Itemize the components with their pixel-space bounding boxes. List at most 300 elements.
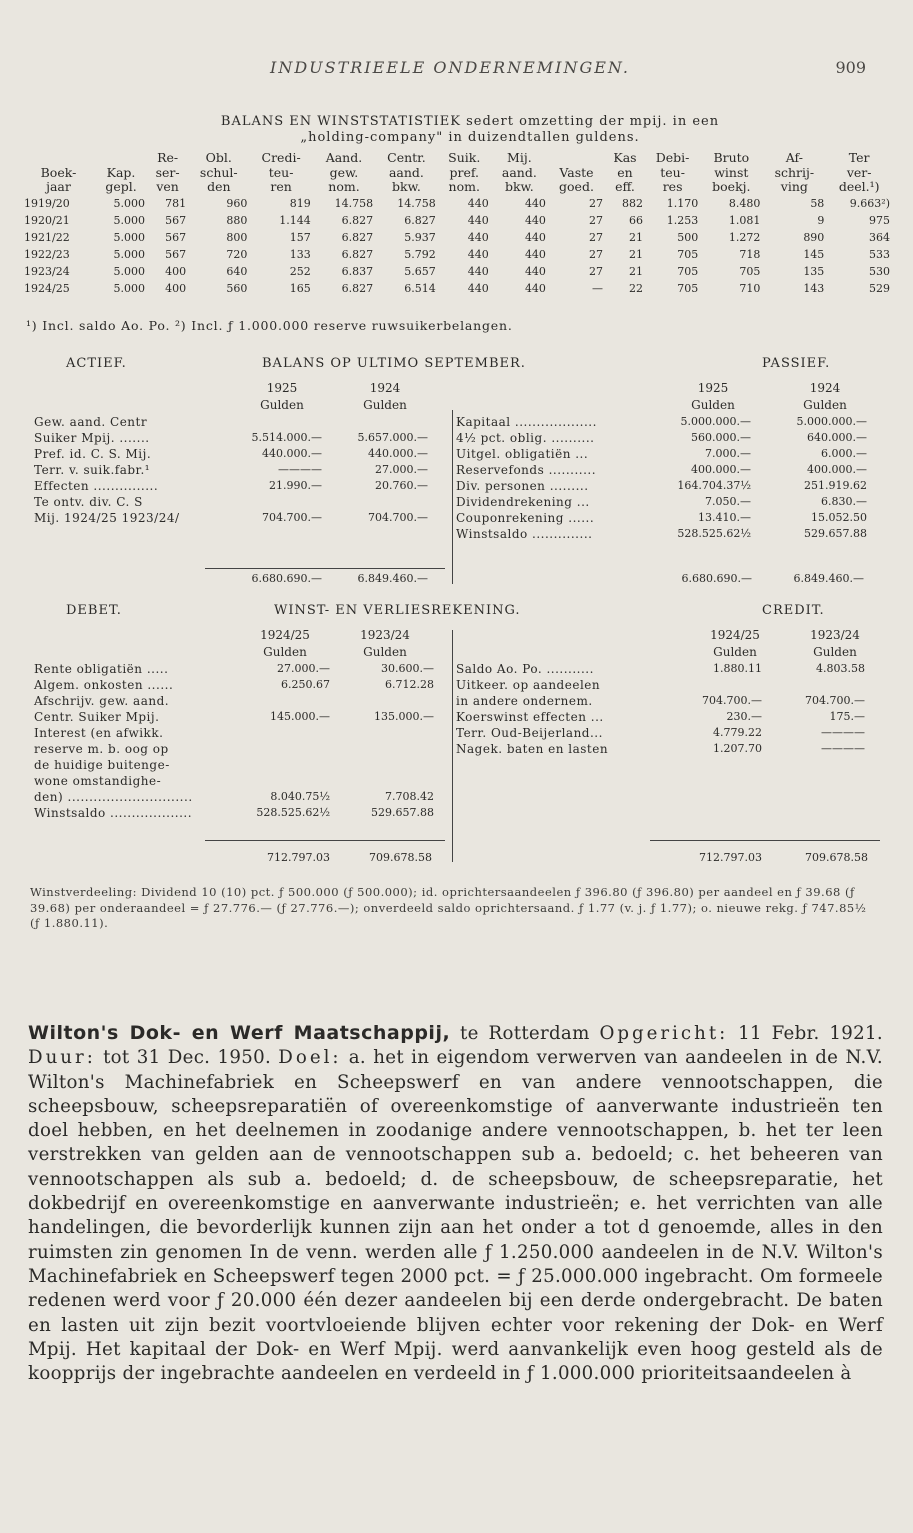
doel-label: Doel: <box>278 1047 342 1069</box>
statistics-cell: 440 <box>524 264 546 278</box>
credit-value-previous: ———— <box>821 726 865 739</box>
statistics-cell: 440 <box>524 230 546 244</box>
statistics-header-cell: Boek- <box>40 164 77 180</box>
winst-right-col1-header: 1924/25 Gulden <box>710 628 760 659</box>
debet-label: wone omstandighe- <box>34 774 162 788</box>
passief-label: Couponrekening ...... <box>456 511 595 525</box>
credit-value-current: 230.— <box>726 710 762 723</box>
statistics-cell: 5.000 <box>113 281 146 295</box>
statistics-footnote: ¹) Incl. saldo Ao. Po. ²) Incl. ƒ 1.000.000 reserve ruwsuikerbelangen. <box>26 318 513 333</box>
passief-label: Div. personen ......... <box>456 479 589 493</box>
winst-total-right-1: 712.797.03 <box>699 851 762 864</box>
statistics-cell: 133 <box>289 247 311 261</box>
statistics-cell: 5.000 <box>113 247 146 261</box>
statistics-row <box>22 280 892 297</box>
debet-row <box>34 773 444 789</box>
balans-total-right-2: 6.849.460.— <box>793 572 864 585</box>
passief-value-current: 400.000.— <box>691 463 751 476</box>
actief-row <box>34 462 444 478</box>
statistics-header-cell: Af- <box>785 150 803 165</box>
statistics-header-cell: Centr. <box>387 150 426 165</box>
statistics-row <box>22 229 892 246</box>
statistics-header-cell: en <box>617 164 633 180</box>
actief-value-current: 21.990.— <box>269 479 322 492</box>
debet-row <box>34 661 444 677</box>
statistics-cell: 567 <box>165 247 187 261</box>
statistics-header-cell: schul- <box>199 164 238 180</box>
credit-row <box>456 725 871 741</box>
passief-list <box>456 414 871 542</box>
balans-total-left-2: 6.849.460.— <box>357 572 428 585</box>
debet-row <box>34 693 444 709</box>
statistics-cell: 440 <box>524 247 546 261</box>
passief-row <box>456 414 871 430</box>
statistics-cell: 6.827 <box>341 213 374 227</box>
actief-value-previous: 440.000.— <box>368 447 428 460</box>
statistics-cell: 252 <box>289 264 311 278</box>
company-name: Wilton's Dok- en Werf Maatschappij, <box>28 1022 451 1044</box>
statistics-header-cell <box>95 151 147 166</box>
debet-row <box>34 677 444 693</box>
statistics-cell: 880 <box>226 213 248 227</box>
statistics-header-cell: Bruto <box>713 150 750 165</box>
credit-value-previous: ———— <box>821 742 865 755</box>
actief-value-previous: 27.000.— <box>375 463 428 476</box>
passief-row <box>456 494 871 510</box>
balans-left-col2-header: 1924 Gulden <box>363 381 407 412</box>
statistics-header-cell: jaar <box>46 179 71 194</box>
debet-row <box>34 805 444 821</box>
statistics-cell: 364 <box>869 230 890 244</box>
statistics-cell: 440 <box>467 247 489 261</box>
opgericht-date: 11 Febr. 1921. <box>738 1023 884 1044</box>
winst-left-total-rule <box>205 840 445 841</box>
debet-value-previous: 529.657.88 <box>371 806 434 819</box>
passief-value-previous: 640.000.— <box>807 431 867 444</box>
passief-label: Uitgel. obligatiën ... <box>456 447 589 461</box>
company-article <box>28 1021 883 1386</box>
debet-value-current: 27.000.— <box>277 662 330 675</box>
credit-label: in andere ondernem. <box>456 694 593 708</box>
winst-total-left-1: 712.797.03 <box>267 851 330 864</box>
statistics-cell: 705 <box>739 264 761 278</box>
actief-value-current: 704.700.— <box>262 511 322 524</box>
credit-row <box>456 677 871 693</box>
balans-divider <box>452 410 453 584</box>
statistics-cell: 21 <box>628 247 643 261</box>
statistics-cell: 6.827 <box>404 213 436 227</box>
statistics-cell: 6.827 <box>341 230 374 244</box>
actief-value-previous: 5.657.000.— <box>357 431 428 444</box>
debet-value-current: 145.000.— <box>270 710 330 723</box>
actief-value-current: 5.514.000.— <box>251 431 322 444</box>
statistics-header-cell: Aand. <box>325 150 363 165</box>
winst-right-total-rule <box>650 840 880 841</box>
statistics-cell: 500 <box>677 230 699 244</box>
statistics-cell: 705 <box>677 247 699 261</box>
debet-value-previous: 30.600.— <box>381 662 434 675</box>
statistics-cell: 1919/20 <box>24 196 70 210</box>
statistics-header-cell: Mij. <box>507 150 532 165</box>
statistics-cell: 960 <box>226 196 248 210</box>
credit-label: Koerswinst effecten ... <box>456 710 604 724</box>
statistics-cell: 781 <box>165 196 187 210</box>
statistics-cell: 6.827 <box>341 247 374 261</box>
debet-value-previous: 6.712.28 <box>385 678 434 691</box>
actief-row <box>34 510 444 526</box>
passief-value-current: 528.525.62½ <box>677 527 751 540</box>
statistics-cell: 145 <box>803 247 825 261</box>
statistics-header-cell: schrij- <box>774 164 815 180</box>
statistics-cell: 27 <box>589 196 604 210</box>
credit-value-current: 4.779.22 <box>713 726 762 739</box>
passief-label: Kapitaal ................... <box>456 415 597 429</box>
statistics-cell: 27 <box>589 264 604 278</box>
statistics-header-cell: Credi- <box>261 150 301 165</box>
statistics-cell: 143 <box>803 281 825 295</box>
passief-row <box>456 510 871 526</box>
credit-value-current: 1.207.70 <box>713 742 762 755</box>
actief-value-previous: 704.700.— <box>368 511 428 524</box>
actief-row <box>34 430 444 446</box>
actief-value-previous: 20.760.— <box>375 479 428 492</box>
debet-label: Afschrijv. gew. aand. <box>34 694 170 708</box>
statistics-header-cell: gew. <box>329 164 359 180</box>
debet-label: den) ............................. <box>34 790 193 804</box>
credit-row <box>456 741 871 757</box>
statistics-cell: 440 <box>524 281 546 295</box>
actief-row <box>34 414 444 430</box>
passief-row <box>456 478 871 494</box>
debet-label: Winstsaldo ................... <box>34 806 193 820</box>
statistics-cell: 27 <box>589 230 604 244</box>
debet-value-previous: 135.000.— <box>374 710 434 723</box>
statistics-cell: 718 <box>739 247 761 261</box>
statistics-cell: 640 <box>226 264 248 278</box>
statistics-cell: 440 <box>467 213 489 227</box>
statistics-header-cell: ven <box>156 179 179 194</box>
statistics-cell: 1924/25 <box>24 281 70 295</box>
statistics-cell: 1.253 <box>666 213 699 227</box>
actief-label: Effecten ............... <box>34 479 159 493</box>
statistics-cell: 975 <box>869 213 890 227</box>
debet-label: reserve m. b. oog op <box>34 742 169 756</box>
actief-label: Te ontv. div. C. S <box>34 495 143 509</box>
statistics-header-cell: Debi- <box>655 150 690 165</box>
statistics-cell: 1.144 <box>279 213 311 227</box>
actief-row <box>34 478 444 494</box>
statistics-header-cell: pref. <box>449 164 480 180</box>
statistics-header-cell: ser- <box>155 164 180 180</box>
statistics-header-cell: aand. <box>501 164 537 180</box>
statistics-header-cell: boekj. <box>712 179 751 194</box>
statistics-cell: 21 <box>628 230 643 244</box>
passief-value-previous: 6.830.— <box>821 495 867 508</box>
debet-label: Interest (en afwikk. <box>34 726 164 740</box>
statistics-cell: 1920/21 <box>24 213 70 227</box>
balans-right-col1-header: 1925 Gulden <box>691 381 735 412</box>
passief-label: Dividendrekening ... <box>456 495 590 509</box>
winst-divider <box>452 630 453 862</box>
credit-label: CREDIT. <box>762 603 825 618</box>
credit-label: Saldo Ao. Po. ........... <box>456 662 594 676</box>
debet-label: DEBET. <box>66 603 122 618</box>
debet-value-previous: 7.708.42 <box>385 790 434 803</box>
passief-label: PASSIEF. <box>762 356 831 371</box>
statistics-header-cell: bkw. <box>392 179 421 194</box>
statistics-cell: 9.663²) <box>849 196 890 210</box>
statistics-cell: 5.000 <box>113 196 146 210</box>
statistics-cell: 882 <box>621 196 643 210</box>
statistics-cell: 440 <box>524 196 546 210</box>
doel-text: a. het in eigendom verwerven van aandeelen in de N.V. Wilton's Machinefabriek en Scheepswerf en van andere vennootschappen, die scheepsbouw, scheepsreparatiën of overeenkomstige of aanverwante industrieën ten doel hebben, en het deelnemen in zoodanige andere vennootschappen, b. het ter leen verstrekken van gelden aan de vennootschappen sub a. bedoeld; c. het beheeren van vennootschappen als sub a. bedoeld; d. de scheepsbouw, de scheepsreparatie, het dokbedrijf en overeenkomstige en aanverwante industrieën; e. het verrichten van alle handelingen, die bevorderlijk kunnen zijn aan het onder a tot d genoemde, alles in den ruimsten zin genomen In de venn. werden alle ƒ 1.250.000 aandeelen in de N.V. Wilton's Machinefabriek en Scheepswerf tegen 2000 pct. = ƒ 25.000.000 ingebracht. Om formeele redenen werd voor ƒ 20.000 één dezer aandeelen bij een derde ondergebracht. De baten en lasten uit zijn bezit voortvloeiende blijven echter voor rekening der Dok- en Werf Mpij. Het kapitaal der Dok- en Werf Mpij. werd aanvankelijk even hoog gesteld als de koopprijs der ingebrachte aandeelen en verdeeld in ƒ 1.000.000 prioriteitsaandeelen à <box>28 1047 883 1385</box>
statistics-cell: 5.657 <box>404 264 436 278</box>
actief-value-current: 440.000.— <box>262 447 322 460</box>
statistics-table <box>22 151 892 297</box>
statistics-header-cell: winst <box>714 164 749 180</box>
statistics-header-cell <box>548 151 605 166</box>
statistics-cell: 135 <box>803 264 825 278</box>
actief-row <box>34 494 444 510</box>
passief-value-current: 7.050.— <box>705 495 751 508</box>
statistics-cell: 705 <box>677 281 699 295</box>
actief-label: Gew. aand. Centr <box>34 415 148 429</box>
debet-value-current: 8.040.75½ <box>270 790 330 803</box>
statistics-cell: 21 <box>628 264 643 278</box>
statistics-cell: 5.000 <box>113 264 146 278</box>
passief-value-current: 7.000.— <box>705 447 751 460</box>
winst-title: WINST- EN VERLIESREKENING. <box>274 603 521 618</box>
passief-value-current: 164.704.37½ <box>677 479 751 492</box>
opgericht-label: Opgericht: <box>599 1023 729 1044</box>
statistics-cell: 1.081 <box>728 213 761 227</box>
statistics-cell: 8.480 <box>728 196 761 210</box>
statistics-header-cell: Vaste <box>559 164 594 180</box>
statistics-header-row <box>22 166 892 181</box>
statistics-cell: 529 <box>869 281 890 295</box>
statistics-cell: 5.937 <box>404 230 436 244</box>
statistics-title-line-1: BALANS EN WINSTSTATISTIEK sedert omzetting der mpij. in een <box>220 114 720 129</box>
statistics-cell: 157 <box>289 230 311 244</box>
statistics-header-cell: nom. <box>328 179 360 194</box>
debet-list <box>34 661 444 821</box>
statistics-header-cell: Kap. <box>106 164 136 180</box>
debet-label: de huidige buitenge- <box>34 758 170 772</box>
company-location: te Rotterdam <box>460 1023 590 1044</box>
passief-label: Winstsaldo .............. <box>456 527 593 541</box>
debet-row <box>34 741 444 757</box>
credit-row <box>456 693 871 709</box>
passief-label: Reservefonds ........... <box>456 463 597 477</box>
balans-left-col1-header: 1925 Gulden <box>260 381 304 412</box>
statistics-cell: 14.758 <box>397 196 436 210</box>
actief-value-current: ———— <box>278 463 322 476</box>
passief-value-current: 560.000.— <box>691 431 751 444</box>
balans-total-right-1: 6.680.690.— <box>681 572 752 585</box>
statistics-cell: 533 <box>869 247 890 261</box>
statistics-header-cell: Obl. <box>205 150 232 165</box>
statistics-row <box>22 195 892 212</box>
statistics-row <box>22 212 892 229</box>
statistics-cell: 819 <box>289 196 311 210</box>
statistics-cell: 440 <box>467 196 489 210</box>
actief-label: Suiker Mpij. ....... <box>34 431 150 445</box>
statistics-header-cell: Kas <box>613 150 637 165</box>
credit-value-current: 704.700.— <box>702 694 762 707</box>
statistics-header-cell <box>22 151 95 166</box>
statistics-cell: 440 <box>467 264 489 278</box>
duur-label: Duur: <box>28 1047 96 1069</box>
statistics-header-row <box>22 180 892 195</box>
balans-right-col2-header: 1924 Gulden <box>803 381 847 412</box>
passief-value-previous: 251.919.62 <box>804 479 867 492</box>
statistics-cell: 890 <box>803 230 825 244</box>
winst-right-col2-header: 1923/24 Gulden <box>810 628 860 659</box>
statistics-cell: 9 <box>817 213 825 227</box>
statistics-cell: 6.837 <box>341 264 374 278</box>
statistics-title <box>40 114 900 146</box>
credit-value-previous: 704.700.— <box>805 694 865 707</box>
credit-value-previous: 4.803.58 <box>816 662 865 675</box>
statistics-cell: 440 <box>524 213 546 227</box>
statistics-cell: 400 <box>165 281 187 295</box>
statistics-title-line-2: „holding-company" in duizendtallen guldens. <box>300 130 640 145</box>
statistics-row <box>22 263 892 280</box>
statistics-header-cell: bkw. <box>504 179 534 194</box>
statistics-cell: 560 <box>226 281 248 295</box>
passief-label: 4½ pct. oblig. .......... <box>456 431 595 445</box>
duur-value: tot 31 Dec. 1950. <box>103 1047 272 1069</box>
passief-value-previous: 6.000.— <box>821 447 867 460</box>
statistics-cell: 800 <box>226 230 248 244</box>
actief-label: Mij. 1924/25 1923/24/ <box>34 511 180 525</box>
credit-row <box>456 661 871 677</box>
statistics-header-cell: res <box>662 179 683 194</box>
statistics-header-cell: ver- <box>846 164 872 180</box>
statistics-cell: 6.827 <box>341 281 374 295</box>
statistics-cell: 5.000 <box>113 213 146 227</box>
statistics-row <box>22 246 892 263</box>
statistics-header-cell: goed. <box>559 179 594 194</box>
debet-label: Centr. Suiker Mpij. <box>34 710 160 724</box>
statistics-header-cell: ren <box>270 179 292 194</box>
statistics-cell: 1923/24 <box>24 264 70 278</box>
statistics-header-cell: deel.¹) <box>838 179 880 194</box>
credit-label: Uitkeer. op aandeelen <box>456 678 601 692</box>
statistics-cell: 710 <box>739 281 761 295</box>
winst-total-left-2: 709.678.58 <box>369 851 432 864</box>
actief-label: ACTIEF. <box>66 356 127 371</box>
debet-label: Algem. onkosten ...... <box>34 678 174 692</box>
statistics-cell: 567 <box>165 213 187 227</box>
balans-left-total-rule <box>205 568 445 569</box>
credit-label: Nagek. baten en lasten <box>456 742 609 756</box>
passief-value-previous: 400.000.— <box>807 463 867 476</box>
page-number: 909 <box>835 58 866 77</box>
credit-value-previous: 175.— <box>829 710 865 723</box>
statistics-cell: 440 <box>467 281 489 295</box>
winst-left-col2-header: 1923/24 Gulden <box>360 628 410 659</box>
debet-row <box>34 757 444 773</box>
statistics-header-cell: gepl. <box>105 179 137 194</box>
credit-value-current: 1.880.11 <box>713 662 762 675</box>
credit-list <box>456 661 871 757</box>
statistics-cell: — <box>592 281 604 295</box>
actief-label: Pref. id. C. S. Mij. <box>34 447 152 461</box>
statistics-header-row <box>22 151 892 166</box>
passief-value-previous: 15.052.50 <box>811 511 867 524</box>
credit-row <box>456 709 871 725</box>
statistics-header-cell: Ter <box>848 150 870 165</box>
statistics-cell: 27 <box>589 247 604 261</box>
passief-value-current: 5.000.000.— <box>680 415 751 428</box>
statistics-cell: 1.272 <box>728 230 761 244</box>
passief-row <box>456 446 871 462</box>
statistics-header-cell: eff. <box>615 179 635 194</box>
statistics-cell: 5.792 <box>404 247 436 261</box>
profit-distribution-note: Winstverdeeling: Dividend 10 (10) pct. ƒ 500.000 (ƒ 500.000); id. oprichtersaandeelen ƒ 396.80 (ƒ 396.80) per aandeel en ƒ 39.68 (ƒ 39.68) per onderaandeel = ƒ 27.776.— (ƒ 27.776.—); onverdeeld saldo oprichtersaand. ƒ 1.77 (v. j. ƒ 1.77); o. nieuwe rekg. ƒ 747.85½ (ƒ 1.880.11). <box>30 885 867 930</box>
passief-value-previous: 529.657.88 <box>804 527 867 540</box>
statistics-cell: 66 <box>628 213 643 227</box>
statistics-cell: 165 <box>289 281 311 295</box>
statistics-cell: 22 <box>628 281 643 295</box>
statistics-cell: 720 <box>226 247 248 261</box>
balans-total-left-1: 6.680.690.— <box>251 572 322 585</box>
statistics-cell: 1922/23 <box>24 247 70 261</box>
statistics-header-cell: Suik. <box>448 150 481 165</box>
debet-row <box>34 709 444 725</box>
statistics-cell: 1.170 <box>666 196 699 210</box>
statistics-header-cell: aand. <box>388 164 424 180</box>
statistics-cell: 400 <box>165 264 187 278</box>
debet-row <box>34 725 444 741</box>
statistics-cell: 440 <box>467 230 489 244</box>
passief-row <box>456 526 871 542</box>
statistics-cell: 14.758 <box>334 196 374 210</box>
winst-total-right-2: 709.678.58 <box>805 851 868 864</box>
credit-label: Terr. Oud-Beijerland... <box>456 726 603 740</box>
statistics-header-cell: nom. <box>448 179 480 194</box>
statistics-cell: 705 <box>677 264 699 278</box>
passief-value-previous: 5.000.000.— <box>796 415 867 428</box>
statistics-header-cell: den <box>207 179 231 194</box>
passief-value-current: 13.410.— <box>698 511 751 524</box>
actief-list <box>34 414 444 526</box>
debet-value-current: 528.525.62½ <box>256 806 330 819</box>
debet-row <box>34 789 444 805</box>
statistics-cell: 6.514 <box>404 281 436 295</box>
statistics-cell: 27 <box>589 213 604 227</box>
statistics-header-cell: ving <box>780 179 808 194</box>
statistics-cell: 5.000 <box>113 230 146 244</box>
winst-left-col1-header: 1924/25 Gulden <box>260 628 310 659</box>
statistics-cell: 530 <box>869 264 890 278</box>
statistics-header-cell: Re- <box>157 150 179 165</box>
debet-label: Rente obligatiën ..... <box>34 662 169 676</box>
actief-label: Terr. v. suik.fabr.¹ <box>34 463 151 477</box>
statistics-cell: 567 <box>165 230 187 244</box>
passief-row <box>456 462 871 478</box>
statistics-header-cell: teu- <box>660 164 685 180</box>
running-header: INDUSTRIEELE ONDERNEMINGEN. <box>270 58 630 77</box>
passief-row <box>456 430 871 446</box>
statistics-header-cell: teu- <box>268 164 294 180</box>
actief-row <box>34 446 444 462</box>
debet-value-current: 6.250.67 <box>281 678 330 691</box>
statistics-cell: 58 <box>810 196 825 210</box>
statistics-cell: 1921/22 <box>24 230 70 244</box>
balans-title: BALANS OP ULTIMO SEPTEMBER. <box>262 356 526 371</box>
